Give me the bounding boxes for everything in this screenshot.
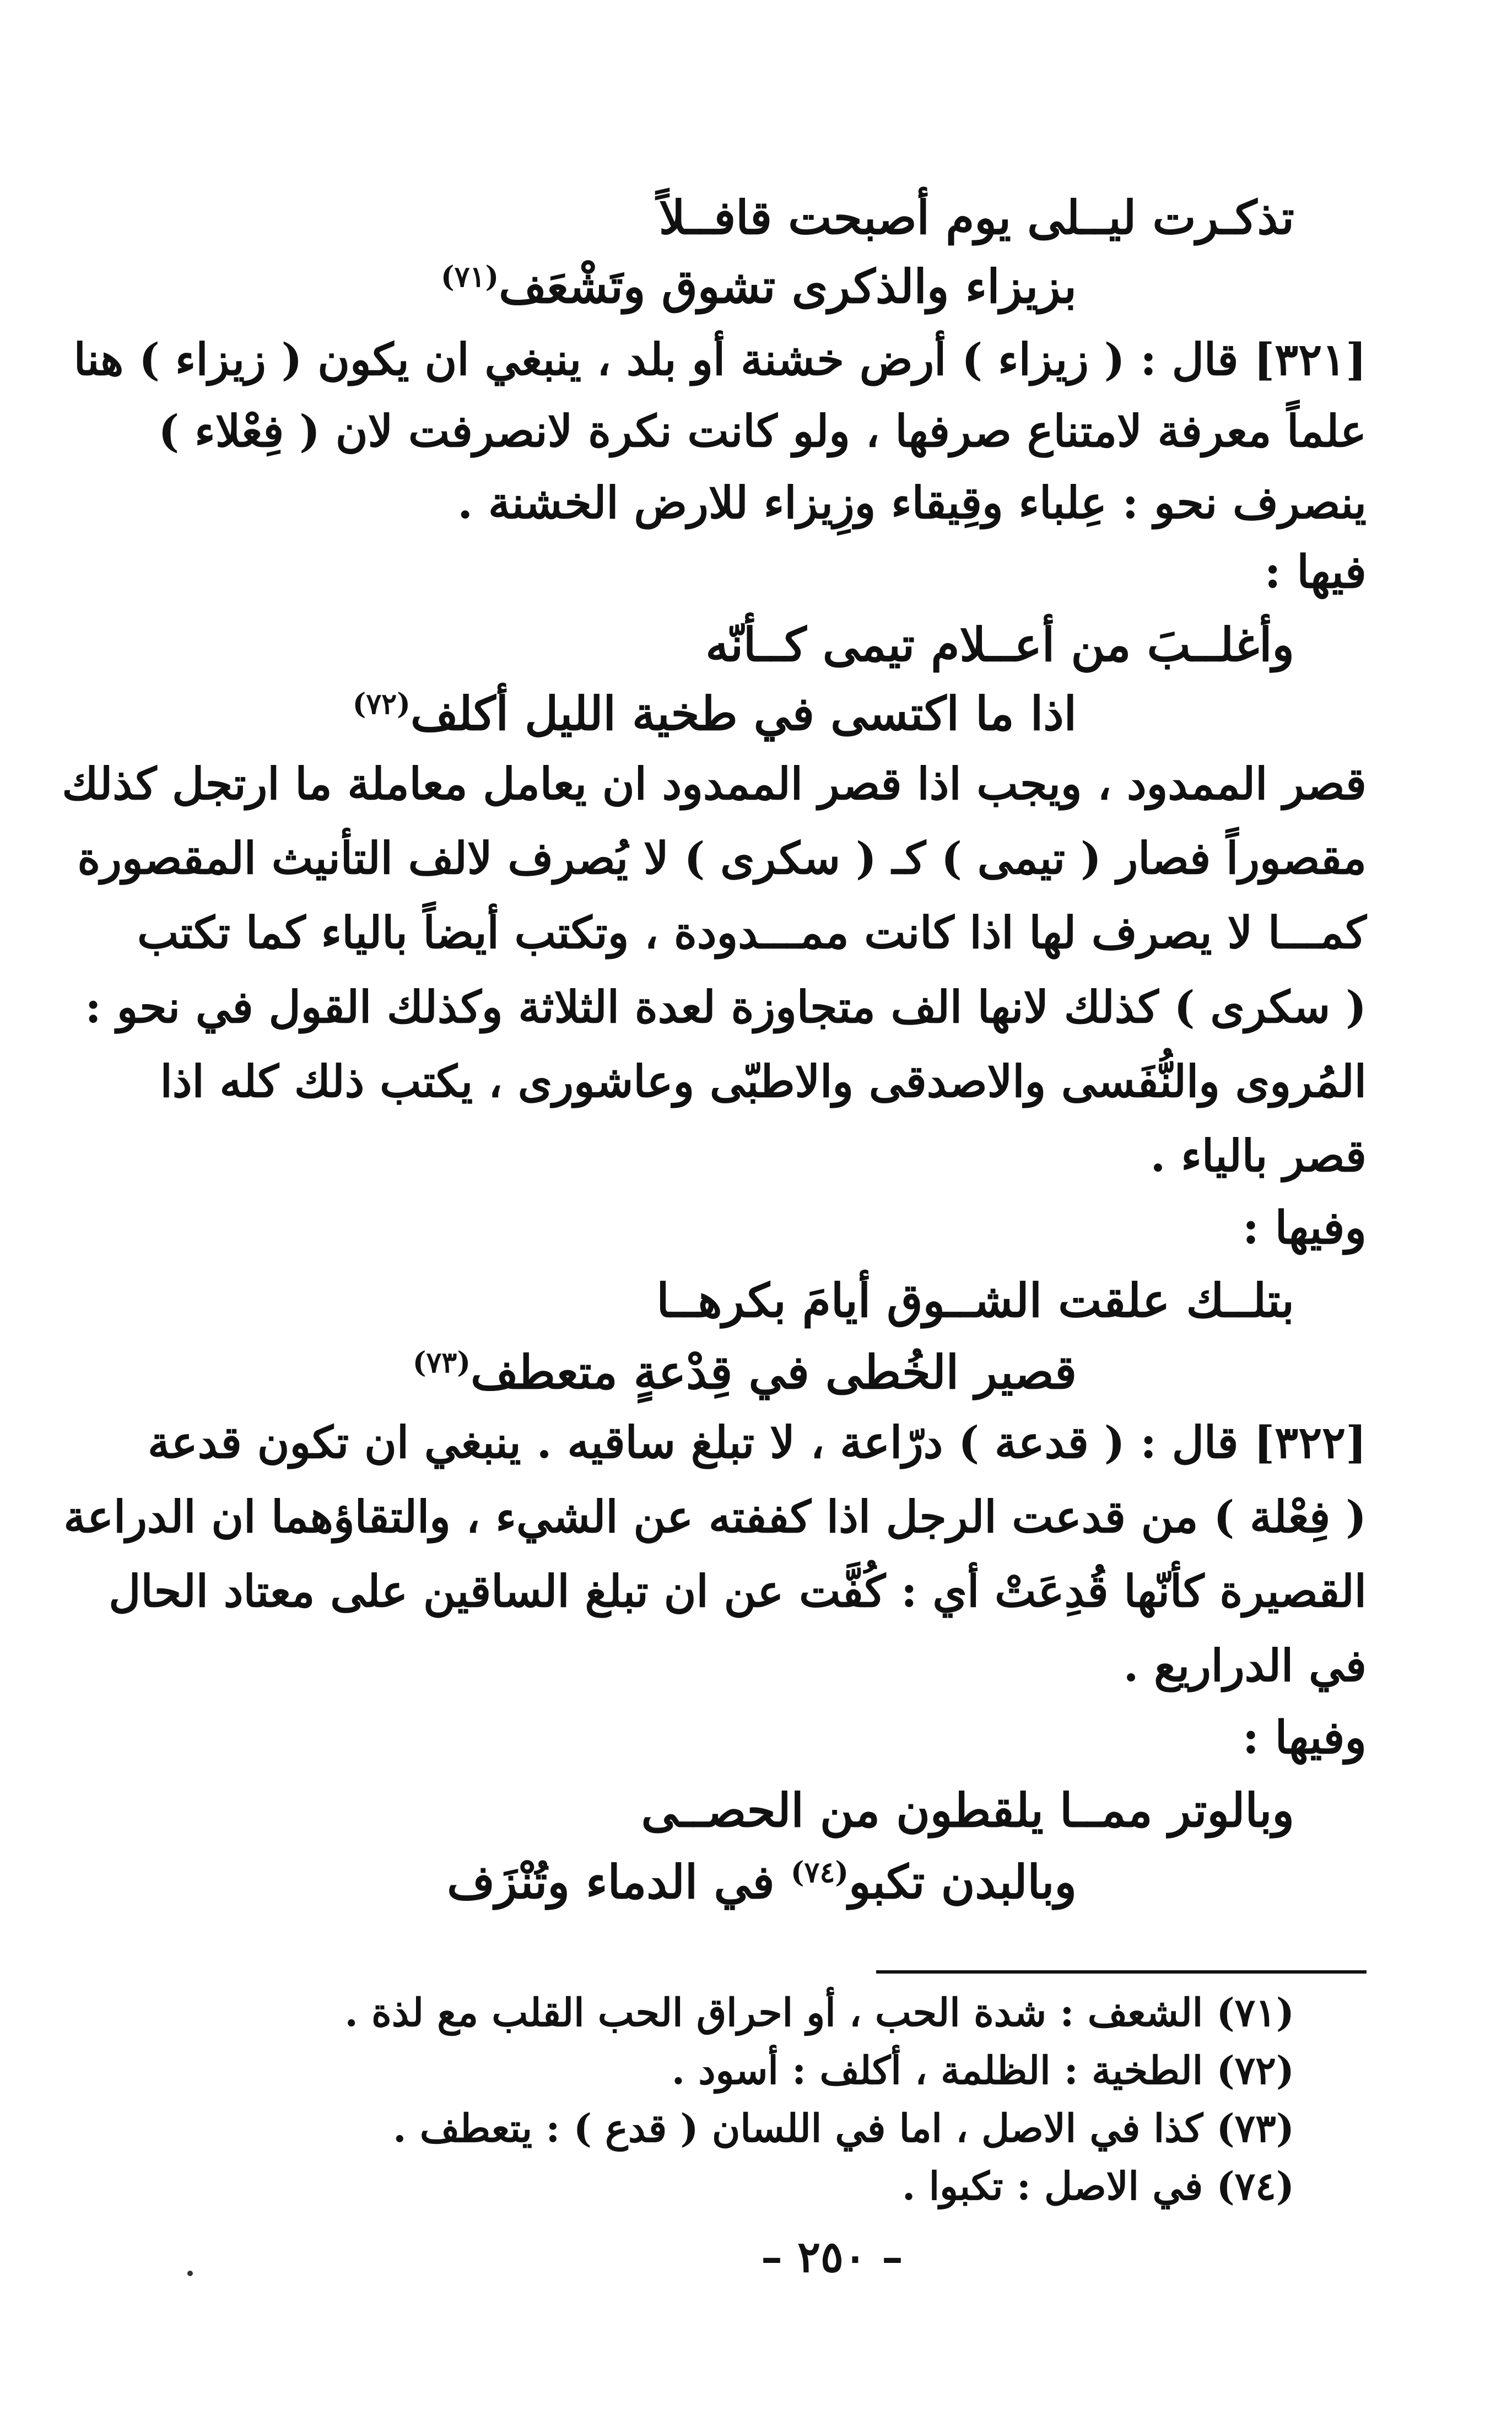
paragraph-72-line-6: قصر بالياء . bbox=[1150, 1130, 1367, 1182]
footnote-ref-74: (٧٤) bbox=[790, 1856, 849, 1889]
paragraph-72-line-3: كمـــا لا يصرف لها اذا كانت ممـــدودة ، وتكتب أيضاً بالياء كما تكتب bbox=[137, 907, 1367, 958]
verse-74-first-hemistich: وبالوتر ممــا يلقطون من الحصــى bbox=[641, 1783, 1294, 1837]
scan-speck bbox=[187, 2271, 193, 2276]
footnote-73: (٧٣) كذا في الاصل ، اما في اللسان ( قدع ) : يتعطف . bbox=[393, 2105, 1294, 2151]
footnote-74: (٧٤) في الاصل : تكبوا . bbox=[901, 2163, 1294, 2209]
footnote-ref-72: (٧٢) bbox=[352, 687, 411, 721]
paragraph-72-line-2: مقصوراً فصار ( تيمى ) كـ ( سكرى ) لا يُصرف لالف التأنيث المقصورة bbox=[77, 832, 1367, 884]
verse-73-second-text: قصير الخُطى في قِدْعةٍ متعطف bbox=[470, 1345, 1077, 1399]
verse-72-second-hemistich bbox=[353, 686, 1077, 741]
verse-72-first-hemistich: وأغلــبَ من أعــلام تيمى كــأنّه bbox=[705, 617, 1294, 672]
paragraph-321-line-2: علماً معرفة لامتناع صرفها ، ولو كانت نكرة لانصرفت لان ( فِعْلاء ) bbox=[158, 405, 1367, 457]
footnote-ref-71: (٧١) bbox=[440, 260, 499, 294]
verse-71-first-hemistich: تذكـرت ليــلى يوم أصبحت قافــلاً bbox=[658, 190, 1294, 245]
paragraph-321-line-1: [٣٢١] قال : ( زيزاء ) أرض خشنة أو بلد ، ينبغي ان يكون ( زيزاء ) هنا bbox=[73, 333, 1367, 385]
paragraph-322-line-2: ( فِعْلة ) من قدعت الرجل اذا كففته عن الشيء ، والتقاؤهما ان الدراعة bbox=[63, 1491, 1367, 1543]
verse-73-second-hemistich bbox=[413, 1345, 1077, 1399]
section-label-wafiha-2: وفيها : bbox=[1242, 1711, 1367, 1764]
page-number: – ٢٥٠ – bbox=[761, 2232, 903, 2282]
footnote-72: (٧٢) الطخية : الظلمة ، أكلف : أسود . bbox=[671, 2047, 1294, 2093]
verse-71-second-text: بزيزاء والذكرى تشوق وتَشْعَف bbox=[499, 259, 1077, 314]
footnote-ref-73: (٧٣) bbox=[412, 1346, 471, 1379]
verse-72-second-text: اذا ما اكتسى في طخية الليل أكلف bbox=[410, 686, 1077, 741]
section-label-wafiha: وفيها : bbox=[1242, 1201, 1367, 1254]
section-label-fiha: فيها : bbox=[1264, 546, 1367, 599]
paragraph-322-line-1: [٣٢٢] قال : ( قدعة ) درّاعة ، لا تبلغ ساقيه . ينبغي ان تكون قدعة bbox=[148, 1416, 1367, 1468]
paragraph-72-line-1: قصر الممدود ، ويجب اذا قصر الممدود ان يعامل معاملة ما ارتجل كذلك bbox=[62, 758, 1367, 810]
verse-73-first-hemistich: بتلــك علقت الشــوق أيامَ بكرهــا bbox=[656, 1273, 1294, 1328]
paragraph-322-line-3: القصيرة كأنّها قُدِعَتْ أي : كُفَّت عن ان تبلغ الساقين على معتاد الحال bbox=[109, 1565, 1367, 1617]
verse-74-second-hemistich bbox=[447, 1855, 1077, 1909]
paragraph-322-line-4: في الدراريع . bbox=[1123, 1640, 1367, 1691]
footnote-separator bbox=[876, 1970, 1367, 1974]
paragraph-72-line-5: المُروى والنُّفَسى والاصدقى والاطبّى وعاشورى ، يكتب ذلك كله اذا bbox=[160, 1055, 1367, 1107]
verse-74-second-post: في الدماء وتُنْزَف bbox=[447, 1855, 775, 1909]
paragraph-72-line-4: ( سكرى ) كذلك لانها الف متجاوزة لعدة الثلاثة وكذلك القول في نحو : bbox=[85, 981, 1367, 1033]
footnote-71: (٧١) الشعف : شدة الحب ، أو احراق الحب القلب مع لذة . bbox=[344, 1990, 1294, 2035]
verse-71-second-hemistich bbox=[441, 259, 1077, 314]
paragraph-321-line-3: ينصرف نحو : عِلباء وقِيقاء وزِيزاء للارض الخشنة . bbox=[457, 477, 1367, 529]
verse-74-second-pre: وبالبدن تكبو bbox=[848, 1855, 1077, 1909]
